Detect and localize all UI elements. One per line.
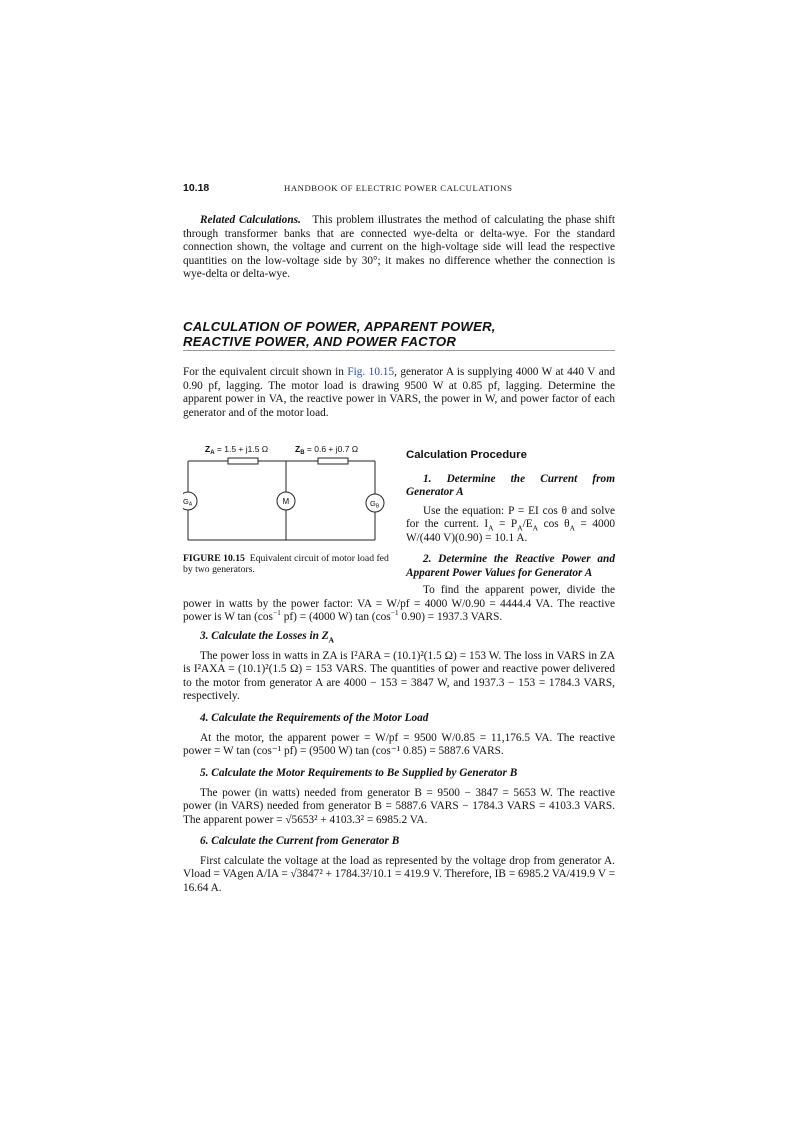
step1-heading: 1. Determine the Current from Generator A [406, 472, 615, 499]
step4-block [183, 712, 615, 759]
impedance-za-resistor [228, 458, 258, 464]
section-rule [183, 350, 615, 351]
section-title-line2: REACTIVE POWER, AND POWER FACTOR [183, 333, 457, 349]
section-title-line1: CALCULATION OF POWER, APPARENT POWER, [183, 319, 496, 334]
problem-text-start: For the equivalent circuit shown in [183, 366, 348, 378]
figure-caption-label: FIGURE 10.15 [183, 553, 245, 564]
step2-heading: 2. Determine the Reactive Power and Apparent Power Values for Generator A [406, 553, 615, 579]
step6-text: First calculate the voltage at the load as represented by the voltage drop from generator A. Vload = VAgen A/IA = √3847² + 1784.3²/10.1 = 419.9 V. Therefore, IB = 6985.2 VA/419.9 V = 16.64 A. [183, 854, 615, 894]
running-head [183, 182, 615, 196]
step2-heading-block [406, 553, 615, 580]
related-text: This problem illustrates the method of calculating the phase shift through transformer banks that are connected wye-delta or delta-wye. For the standard connection shown, the voltage and current on the high-voltage side will lead the respective quantities on the low-voltage side by 30°; it makes no difference whether the connection is wye-delta or delta-wye. [183, 214, 615, 281]
figure-reference-link[interactable]: Fig. 10.15 [347, 366, 395, 378]
za-label: $Z_A = 1.5 + j1.5$ Ω [205, 444, 269, 456]
step4-heading: 4. Calculate the Requirements of the Motor Load [200, 712, 429, 724]
section-title [183, 320, 615, 349]
figure-caption-text: Equivalent circuit of motor load fed by two generators. [183, 553, 389, 576]
step4-text: At the motor, the apparent power = W/pf = 9500 W/0.85 = 11,176.5 VA. The reactive power = W tan (cos⁻¹ pf) = (9500 W) tan (cos⁻¹ 0.85) = 5887.6 VARS. [183, 731, 615, 758]
figure-caption [183, 553, 395, 576]
procedure-column [406, 449, 615, 546]
motor-label: M [282, 497, 290, 506]
step2-body [183, 584, 615, 625]
step3-block [183, 630, 615, 704]
step3-text: The power loss in watts in ZA is I²ARA = (10.1)²(1.5 Ω) = 153 W. The loss in VARS in ZA is I²AXA = (10.1)²(1.5 Ω) = 153 VARS. The quantities of power and reactive power delivered to the motor from generator A are 4000 − 153 = 3847 W, and 1937.3 − 153 = 1784.3 VARS, respectively. [183, 649, 615, 703]
generator-a-label: $G_A$ [183, 497, 193, 508]
calculation-procedure-heading: Calculation Procedure [406, 449, 527, 461]
generator-b-label: $G_B$ [370, 499, 380, 510]
impedance-zb-resistor [318, 458, 348, 464]
step6-block [183, 835, 615, 895]
related-label: Related Calculations. [200, 214, 301, 226]
step5-text: The power (in watts) needed from generator B = 9500 − 3847 = 5653 W. The reactive power (in VARS) needed from generator B = 5887.6 VARS − 1784.3 VARS = 4103.3 VARS. The apparent power = √5653² + 4103.3² = 6985.2 VA. [183, 786, 615, 826]
step5-block [183, 767, 615, 827]
step6-heading: 6. Calculate the Current from Generator B [200, 835, 400, 847]
book-title: HANDBOOK OF ELECTRIC POWER CALCULATIONS [284, 183, 513, 193]
related-calculations-paragraph [183, 214, 615, 282]
problem-text-end: , generator A is supplying 4000 W at 440 V and 0.90 pf, lagging. The motor load is drawing 9500 W at 0.85 pf, lagging. Determine the apparent power in VA, the reactive power in VARS, the power in W, and power factor of each generator and of the motor load. [183, 366, 616, 419]
circuit-diagram [183, 440, 393, 552]
step1-text: Use the equation: P = EI cos θ and solve for the current. $I_A = P_A/E_A$ $\cos \theta_A = 4000$ W/(440 V)(0.90) = 10.1 A. [406, 504, 615, 544]
problem-statement [183, 366, 615, 420]
step5-heading: 5. Calculate the Motor Requirements to Be Supplied by Generator B [200, 767, 518, 779]
step2-text: To find the apparent power, divide the power in watts by the power factor: VA = W/pf = 4000 W/0.90 = 4444.4 VA. The reactive power is W $\tan (\cos^{-1}$ pf) = (4000 W) $\tan (\cos^{-1}$ 0.90) = 1937.3 VARS. [183, 584, 615, 624]
zb-label: $Z_B = 0.6 + j0.7$ Ω [295, 444, 359, 456]
page-number: 10.18 [183, 182, 210, 194]
step3-heading: 3. Calculate the Losses in $Z_A$ [200, 630, 335, 645]
